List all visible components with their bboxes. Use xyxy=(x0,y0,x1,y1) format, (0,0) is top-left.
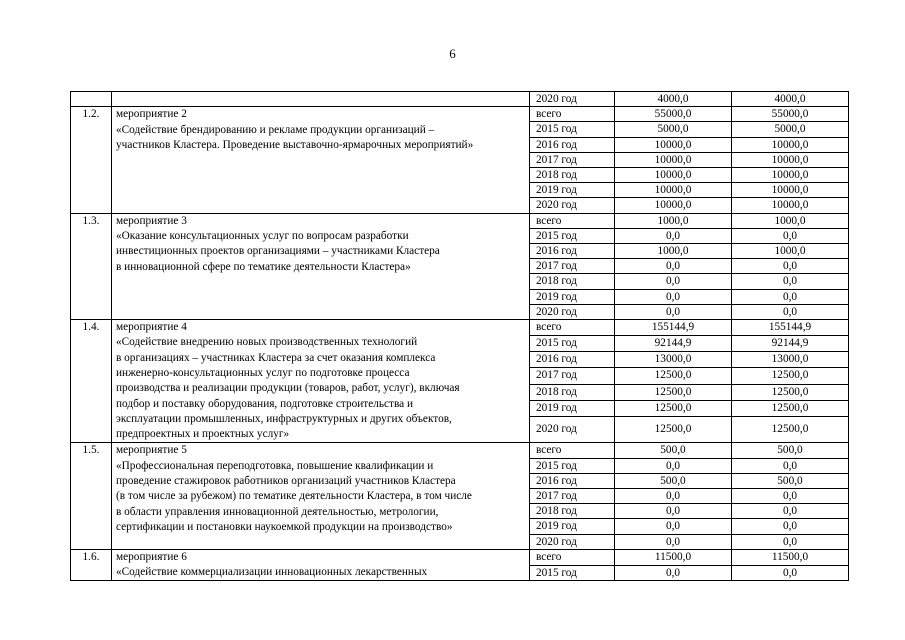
period-cell: 2019 год xyxy=(530,519,615,534)
amount-source-cell: 155144,9 xyxy=(732,320,849,336)
table-row xyxy=(71,107,849,122)
period-cell: 2019 год xyxy=(530,400,615,416)
description-line: в области управления инновационной деятельностью, метрологии, xyxy=(116,505,439,518)
amount-total-cell: 5000,0 xyxy=(615,122,732,137)
amount-source-cell: 0,0 xyxy=(732,565,849,581)
description-line: в организациях – участниках Кластера за счет оказания комплекса xyxy=(116,351,436,364)
description-line: «Содействие коммерциализации инновационных лекарственных xyxy=(116,566,428,579)
amount-total-cell: 10000,0 xyxy=(615,152,732,167)
amount-source-cell: 0,0 xyxy=(732,458,849,473)
amount-total-cell: 0,0 xyxy=(615,565,732,581)
amount-total-cell: 0,0 xyxy=(615,519,732,534)
amount-total-cell: 10000,0 xyxy=(615,168,732,183)
period-cell: 2015 год xyxy=(530,228,615,243)
description-line: мероприятие 2 xyxy=(116,108,187,121)
amount-source-cell: 10000,0 xyxy=(732,198,849,213)
period-cell: 2016 год xyxy=(530,137,615,152)
item-description xyxy=(112,107,530,213)
amount-total-cell: 4000,0 xyxy=(615,92,732,107)
amount-source-cell: 4000,0 xyxy=(732,92,849,107)
period-cell: 2020 год xyxy=(530,416,615,443)
amount-source-cell: 0,0 xyxy=(732,228,849,243)
period-cell: 2017 год xyxy=(530,259,615,274)
amount-total-cell: 92144,9 xyxy=(615,336,732,352)
amount-source-cell: 500,0 xyxy=(732,473,849,488)
period-cell: 2018 год xyxy=(530,168,615,183)
description-line: в инновационной сфере по тематике деятельности Кластера» xyxy=(116,260,411,273)
amount-source-cell: 0,0 xyxy=(732,519,849,534)
period-cell: 2016 год xyxy=(530,473,615,488)
description-line: мероприятие 4 xyxy=(116,321,187,334)
period-cell: 2018 год xyxy=(530,384,615,400)
amount-source-cell: 13000,0 xyxy=(732,352,849,368)
amount-source-cell: 0,0 xyxy=(732,534,849,549)
amount-source-cell: 1000,0 xyxy=(732,244,849,259)
table-row xyxy=(71,549,849,565)
amount-total-cell: 1000,0 xyxy=(615,213,732,228)
period-cell: 2020 год xyxy=(530,534,615,549)
description-line: подбор и поставку оборудования, подготовке строительства и xyxy=(116,397,414,410)
period-cell: 2018 год xyxy=(530,504,615,519)
amount-source-cell: 11500,0 xyxy=(732,549,849,565)
amount-source-cell: 0,0 xyxy=(732,289,849,304)
table-row xyxy=(71,443,849,458)
item-number: 1.3. xyxy=(71,213,112,319)
item-description xyxy=(112,213,530,319)
period-cell: 2019 год xyxy=(530,183,615,198)
period-cell: 2015 год xyxy=(530,122,615,137)
description-line: мероприятие 3 xyxy=(116,214,187,227)
item-number: 1.2. xyxy=(71,107,112,213)
description-line: (в том числе за рубежом) по тематике деятельности Кластера, в том числе xyxy=(116,490,472,503)
amount-total-cell: 500,0 xyxy=(615,443,732,458)
amount-source-cell: 92144,9 xyxy=(732,336,849,352)
period-cell: 2017 год xyxy=(530,368,615,384)
description-line: «Содействие брендированию и рекламе продукции организаций – xyxy=(116,123,435,136)
table-row xyxy=(71,92,849,107)
amount-source-cell: 0,0 xyxy=(732,274,849,289)
amount-total-cell: 13000,0 xyxy=(615,352,732,368)
description-line: «Профессиональная переподготовка, повышение квалификации и xyxy=(116,459,434,472)
amount-source-cell: 500,0 xyxy=(732,443,849,458)
description-line: мероприятие 5 xyxy=(116,444,187,457)
amount-total-cell: 0,0 xyxy=(615,489,732,504)
period-cell: 2016 год xyxy=(530,244,615,259)
amount-source-cell: 5000,0 xyxy=(732,122,849,137)
description-line: эксплуатации промышленных, инфраструктурных и других объектов, xyxy=(116,412,452,425)
period-cell: 2017 год xyxy=(530,489,615,504)
description-line: производства и реализации продукции (товаров, работ, услуг), включая xyxy=(116,382,460,395)
amount-total-cell: 0,0 xyxy=(615,259,732,274)
period-cell: 2017 год xyxy=(530,152,615,167)
period-cell: 2020 год xyxy=(530,198,615,213)
description-line: инженерно-консультационных услуг по подготовке процесса xyxy=(116,366,410,379)
item-description xyxy=(112,443,530,549)
page-number: 6 xyxy=(449,46,456,61)
amount-total-cell: 12500,0 xyxy=(615,368,732,384)
period-cell: всего xyxy=(530,443,615,458)
description-line: предпроектных и проектных услуг» xyxy=(116,428,290,441)
description-line: проведение стажировок работников организаций участников Кластера xyxy=(116,475,456,488)
amount-source-cell: 12500,0 xyxy=(732,368,849,384)
table-row xyxy=(71,213,849,228)
period-cell: всего xyxy=(530,107,615,122)
description-line: мероприятие 6 xyxy=(116,550,187,563)
amount-source-cell: 12500,0 xyxy=(732,384,849,400)
description-line: сертификации и постановки наукоемкой продукции на производство» xyxy=(116,520,453,533)
amount-total-cell: 0,0 xyxy=(615,304,732,319)
period-cell: 2015 год xyxy=(530,336,615,352)
period-cell: 2016 год xyxy=(530,352,615,368)
amount-total-cell: 12500,0 xyxy=(615,384,732,400)
amount-source-cell: 0,0 xyxy=(732,304,849,319)
description-line: участников Кластера. Проведение выставочно-ярмарочных мероприятий» xyxy=(116,138,474,151)
period-cell: 2015 год xyxy=(530,458,615,473)
amount-total-cell: 55000,0 xyxy=(615,107,732,122)
amount-total-cell: 12500,0 xyxy=(615,416,732,443)
period-cell: 2015 год xyxy=(530,565,615,581)
amount-source-cell: 0,0 xyxy=(732,489,849,504)
amount-total-cell: 11500,0 xyxy=(615,549,732,565)
amount-total-cell: 0,0 xyxy=(615,458,732,473)
amount-total-cell: 500,0 xyxy=(615,473,732,488)
period-cell: 2020 год xyxy=(530,304,615,319)
amount-total-cell: 155144,9 xyxy=(615,320,732,336)
description-line: инвестиционных проектов организациями – участниками Кластера xyxy=(116,245,440,258)
item-number: 1.6. xyxy=(71,549,112,581)
period-cell: 2019 год xyxy=(530,289,615,304)
amount-total-cell: 1000,0 xyxy=(615,244,732,259)
amount-total-cell: 0,0 xyxy=(615,534,732,549)
period-cell: всего xyxy=(530,320,615,336)
amount-total-cell: 10000,0 xyxy=(615,183,732,198)
period-cell: всего xyxy=(530,549,615,565)
item-description xyxy=(112,92,530,107)
amount-total-cell: 0,0 xyxy=(615,274,732,289)
period-cell: 2018 год xyxy=(530,274,615,289)
amount-total-cell: 0,0 xyxy=(615,228,732,243)
amount-total-cell: 0,0 xyxy=(615,504,732,519)
amount-source-cell: 0,0 xyxy=(732,504,849,519)
amount-total-cell: 10000,0 xyxy=(615,137,732,152)
funding-table-body xyxy=(71,92,849,581)
amount-source-cell: 12500,0 xyxy=(732,416,849,443)
amount-total-cell: 10000,0 xyxy=(615,198,732,213)
amount-source-cell: 0,0 xyxy=(732,259,849,274)
funding-table xyxy=(70,91,849,581)
period-cell: 2020 год xyxy=(530,92,615,107)
item-description xyxy=(112,549,530,581)
amount-total-cell: 0,0 xyxy=(615,289,732,304)
amount-source-cell: 10000,0 xyxy=(732,183,849,198)
amount-source-cell: 10000,0 xyxy=(732,168,849,183)
description-line: «Содействие внедрению новых производственных технологий xyxy=(116,336,418,349)
table-row xyxy=(71,320,849,336)
amount-source-cell: 1000,0 xyxy=(732,213,849,228)
item-number: 1.5. xyxy=(71,443,112,549)
item-number: 1.4. xyxy=(71,320,112,443)
description-line: «Оказание консультационных услуг по вопросам разработки xyxy=(116,229,409,242)
item-number xyxy=(71,92,112,107)
amount-source-cell: 55000,0 xyxy=(732,107,849,122)
item-description xyxy=(112,320,530,443)
period-cell: всего xyxy=(530,213,615,228)
amount-source-cell: 10000,0 xyxy=(732,137,849,152)
amount-source-cell: 10000,0 xyxy=(732,152,849,167)
amount-source-cell: 12500,0 xyxy=(732,400,849,416)
amount-total-cell: 12500,0 xyxy=(615,400,732,416)
